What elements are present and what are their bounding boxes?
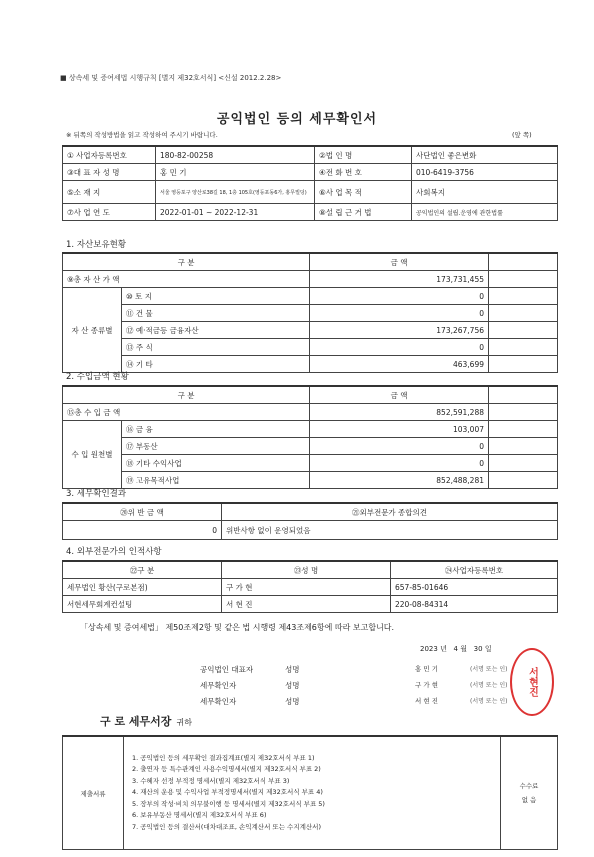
attachment-item: 4. 재산의 운용 및 수익사업 부적정명세서(별지 제32호서식 부표 4) [132, 788, 323, 797]
income-row-label: ⑱ 기타 수익사업 [122, 455, 310, 472]
signer-role: 공익법인 대표자 [200, 665, 254, 674]
date-year-unit: 년 [440, 645, 447, 653]
tel-label: ④전 화 번 호 [315, 164, 412, 181]
asset-total-value: 173,731,455 [310, 271, 489, 288]
asset-group-label: 자 산 종류별 [63, 288, 122, 373]
asset-row-value: 0 [310, 288, 489, 305]
income-group-label: 수 입 원천별 [63, 421, 122, 489]
date-month: 4 [453, 645, 458, 653]
basis-value: 공익법인의 설립.운영에 관한법률 [412, 204, 558, 221]
document-title: 공익법인 등의 세무확인서 [216, 112, 378, 127]
signer-block [200, 664, 560, 712]
purpose-label: ⑥사 업 목 적 [315, 181, 412, 204]
expert-name: 구 가 현 [222, 579, 391, 596]
asset-total-label: ⑨총 자 산 가 액 [63, 271, 310, 288]
side-label: (앞 쪽) [512, 131, 532, 139]
asset-col-1: 구 분 [63, 253, 310, 271]
attachment-label: 제출서류 [63, 736, 124, 850]
addressee-name: 구 로 세무서장 [100, 715, 172, 728]
signer-sign: 성명 [285, 697, 300, 706]
year-value: 2022-01-01 ~ 2022-12-31 [156, 204, 315, 221]
asset-row-value: 463,699 [310, 356, 489, 373]
asset-row-value: 173,267,756 [310, 322, 489, 339]
asset-row-label: ⑫ 예·적금등 금융자산 [122, 322, 310, 339]
fee-label: 수수료 [519, 782, 539, 790]
expert-table [62, 560, 558, 613]
rep-value: 홍 민 기 [156, 164, 315, 181]
income-row-value: 0 [310, 438, 489, 455]
signer-role: 세무확인자 [200, 681, 237, 690]
section-4-title: 4. 외부전문가의 인적사항 [66, 547, 162, 557]
info-table [62, 145, 558, 221]
expert-col-1: ㉒구 분 [63, 561, 222, 579]
asset-row-value: 0 [310, 339, 489, 356]
basis-label: ⑧설 립 근 거 법 [315, 204, 412, 221]
official-seal-icon: 서현진 [510, 648, 554, 716]
purpose-value: 사회복지 [412, 181, 558, 204]
expert-biz-no: 657-85-01646 [391, 579, 558, 596]
income-col-1: 구 분 [63, 386, 310, 404]
expert-col-3: ㉔사업자등록번호 [391, 561, 558, 579]
biz-no-value: 180-82-00258 [156, 146, 315, 164]
expert-biz-no: 220-08-84314 [391, 596, 558, 613]
statement: 「상속세 및 증여세법」 제50조제2항 및 같은 법 시행령 제43조제6항에 따라 보고합니다. [80, 623, 395, 632]
signer-row [200, 680, 560, 696]
date-month-unit: 월 [460, 645, 467, 653]
asset-row-label: ⑬ 주 식 [122, 339, 310, 356]
expert-type: 세무법인 황산(구로본점) [63, 579, 222, 596]
signer-note: (서명 또는 인) [470, 666, 508, 673]
signer-sign: 성명 [285, 681, 300, 690]
addressee [100, 710, 192, 729]
signer-name: 홍 민 기 [415, 665, 438, 673]
income-row-value: 852,488,281 [310, 472, 489, 489]
instruction-note: ※ 뒤쪽의 작성방법을 읽고 작성하여 주시기 바랍니다. [66, 131, 218, 139]
signer-name: 서 현 진 [415, 697, 438, 705]
addr-value: 서울 영등포구 양산로38길 18, 1층 105호(영등포동6가, 홍무빌딩) [156, 181, 315, 204]
asset-row-label: ⑭ 기 타 [122, 356, 310, 373]
section-1-title: 1. 자산보유현황 [66, 240, 127, 250]
attachment-item: 2. 출연자 등 특수관계인 사용수익명세서(별지 제32호서식 부표 2) [132, 765, 321, 774]
signer-sign: 성명 [285, 665, 300, 674]
section-2-title: 2. 수입금액 현황 [66, 372, 129, 382]
biz-no-label: ① 사업자등록번호 [63, 146, 156, 164]
signer-role: 세무확인자 [200, 697, 237, 706]
fee-value: 없 음 [521, 796, 537, 804]
attachment-item: 1. 공익법인 등의 세무확인 결과집계표(별지 제32호서식 부표 1) [132, 753, 315, 762]
income-row-value: 0 [310, 455, 489, 472]
result-table [62, 502, 558, 540]
income-table [62, 385, 558, 489]
attachment-item: 6. 보유부동산 명세서(별지 제32호서식 부표 6) [132, 811, 267, 820]
rep-label: ③대 표 자 성 명 [63, 164, 156, 181]
report-date [420, 644, 492, 654]
corp-value: 사단법인 좋은변화 [412, 146, 558, 164]
attachment-table [62, 735, 558, 850]
section-3-title: 3. 세무확인결과 [66, 489, 127, 499]
income-total-label: ⑮총 수 입 금 액 [63, 404, 310, 421]
fee-cell [501, 736, 558, 850]
expert-type: 서현세무회계컨설팅 [63, 596, 222, 613]
signer-row [200, 696, 560, 712]
attachment-item: 3. 수혜자 선정 부적정 명세서(별지 제32호서식 부표 3) [132, 776, 290, 785]
form-header: ■ 상속세 및 증여세법 시행규칙 [별지 제32호서식] <신설 2012.2.28> [60, 74, 282, 82]
income-row-label: ⑲ 고유목적사업 [122, 472, 310, 489]
date-day-unit: 일 [484, 645, 492, 653]
asset-row-label: ⑪ 건 물 [122, 305, 310, 322]
asset-table [62, 252, 558, 373]
result-col-1: ⑳위 반 금 액 [63, 503, 222, 521]
expert-col-2: ㉓성 명 [222, 561, 391, 579]
signer-note: (서명 또는 인) [470, 682, 508, 689]
income-row-label: ⑰ 부동산 [122, 438, 310, 455]
attachment-item: 7. 공익법인 등의 결산서(대차대조표, 손익계산서 또는 수지계산서) [132, 822, 321, 831]
corp-label: ②법 인 명 [315, 146, 412, 164]
attachment-list [124, 736, 501, 850]
expert-name: 서 현 진 [222, 596, 391, 613]
addr-label: ⑤소 재 지 [63, 181, 156, 204]
addressee-suffix: 귀하 [176, 718, 192, 727]
income-row-label: ⑯ 금 융 [122, 421, 310, 438]
income-row-value: 103,007 [310, 421, 489, 438]
date-year: 2023 [420, 645, 438, 653]
income-col-2: 금 액 [310, 386, 489, 404]
signer-row [200, 664, 560, 680]
asset-col-2: 금 액 [310, 253, 489, 271]
tel-value: 010-6419-3756 [412, 164, 558, 181]
asset-row-label: ⑩ 토 지 [122, 288, 310, 305]
date-day: 30 [473, 645, 483, 653]
signer-name: 구 가 현 [415, 681, 438, 689]
signer-note: (서명 또는 인) [470, 698, 508, 705]
attachment-item: 5. 장부의 작성·비치 의무불이행 등 명세서(별지 제32호서식 부표 5) [132, 799, 325, 808]
expert-opinion: 위반사항 없이 운영되었음 [222, 521, 558, 540]
violation-amount: 0 [63, 521, 222, 540]
result-col-2: ㉑외부전문가 종합의견 [222, 503, 558, 521]
asset-row-value: 0 [310, 305, 489, 322]
income-total-value: 852,591,288 [310, 404, 489, 421]
year-label: ⑦사 업 연 도 [63, 204, 156, 221]
